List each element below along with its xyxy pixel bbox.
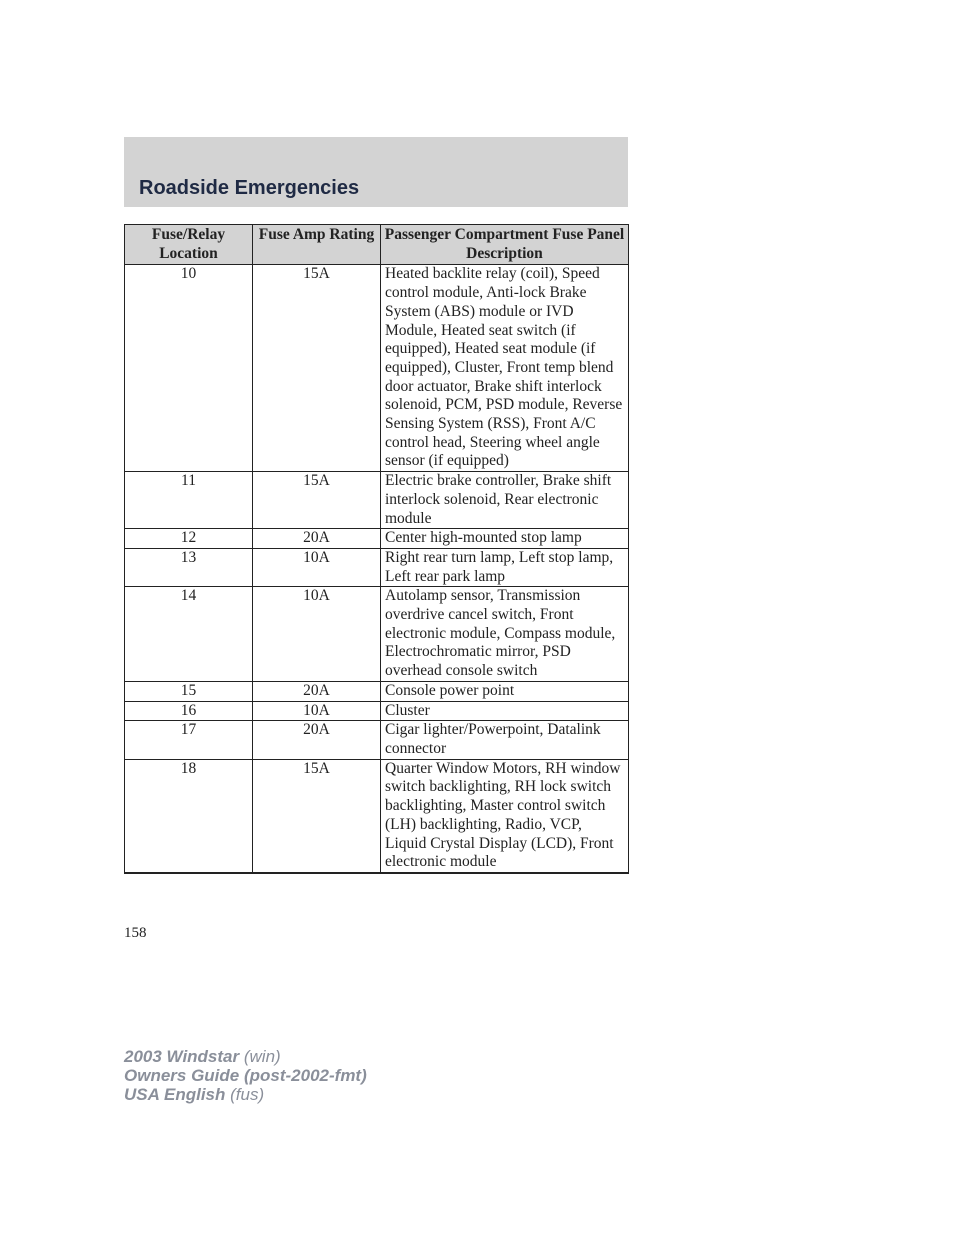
footer-language-code: (fus) [230, 1085, 265, 1104]
table-row [125, 265, 629, 472]
footer-line-guide [124, 1066, 367, 1085]
cell-rating: 15A [253, 472, 381, 529]
table-row [125, 721, 629, 759]
table-row [125, 548, 629, 586]
cell-location: 15 [125, 681, 253, 701]
cell-description: Cluster [381, 701, 629, 721]
cell-location: 12 [125, 529, 253, 549]
cell-description: Quarter Window Motors, RH window switch backlighting, RH lock switch backlighting, Master control switch (LH) backlighting, Radio, VCP, Liquid Crystal Display (LCD), Front electronic module [381, 759, 629, 873]
section-title: Roadside Emergencies [139, 177, 360, 199]
cell-rating: 10A [253, 587, 381, 682]
cell-location: 16 [125, 701, 253, 721]
table-row [125, 472, 629, 529]
footer-line-vehicle [124, 1047, 367, 1066]
cell-description: Autolamp sensor, Transmission overdrive cancel switch, Front electronic module, Compass module, Electrochromatic mirror, PSD overhead console switch [381, 587, 629, 682]
footer-vehicle: 2003 Windstar [124, 1047, 240, 1066]
footer-line-language [124, 1085, 367, 1104]
table-header-row [125, 225, 629, 265]
table-row [125, 587, 629, 682]
table-row [125, 529, 629, 549]
table-row [125, 681, 629, 701]
column-header-location: Fuse/Relay Location [125, 225, 253, 265]
footer-vehicle-code: (win) [243, 1047, 281, 1066]
table-row [125, 759, 629, 873]
cell-description: Electric brake controller, Brake shift interlock solenoid, Rear electronic module [381, 472, 629, 529]
cell-rating: 20A [253, 681, 381, 701]
column-header-rating: Fuse Amp Rating [253, 225, 381, 265]
section-header [124, 137, 628, 207]
footer-guide: Owners Guide (post-2002-fmt) [124, 1066, 367, 1085]
cell-description: Heated backlite relay (coil), Speed control module, Anti-lock Brake System (ABS) module or IVD Module, Heated seat switch (if equipped), Heated seat module (if equipped), Cluster, Front temp blend door actuator, Brake shift interlock solenoid, PCM, PSD module, Reverse Sensing System (RSS), Front A/C control head, Steering wheel angle sensor (if equipped) [381, 265, 629, 472]
cell-location: 18 [125, 759, 253, 873]
cell-location: 13 [125, 548, 253, 586]
cell-description: Center high-mounted stop lamp [381, 529, 629, 549]
page-number: 158 [124, 925, 147, 941]
document-footer [124, 1047, 367, 1104]
footer-language: USA English [124, 1085, 226, 1104]
cell-description: Console power point [381, 681, 629, 701]
column-header-description: Passenger Compartment Fuse Panel Description [381, 225, 629, 265]
cell-rating: 10A [253, 701, 381, 721]
cell-location: 17 [125, 721, 253, 759]
cell-location: 10 [125, 265, 253, 472]
cell-rating: 15A [253, 265, 381, 472]
cell-rating: 10A [253, 548, 381, 586]
fuse-table [124, 224, 629, 874]
cell-rating: 15A [253, 759, 381, 873]
table-row [125, 701, 629, 721]
cell-description: Right rear turn lamp, Left stop lamp, Left rear park lamp [381, 548, 629, 586]
cell-rating: 20A [253, 529, 381, 549]
cell-location: 14 [125, 587, 253, 682]
cell-rating: 20A [253, 721, 381, 759]
cell-location: 11 [125, 472, 253, 529]
cell-description: Cigar lighter/Powerpoint, Datalink connector [381, 721, 629, 759]
